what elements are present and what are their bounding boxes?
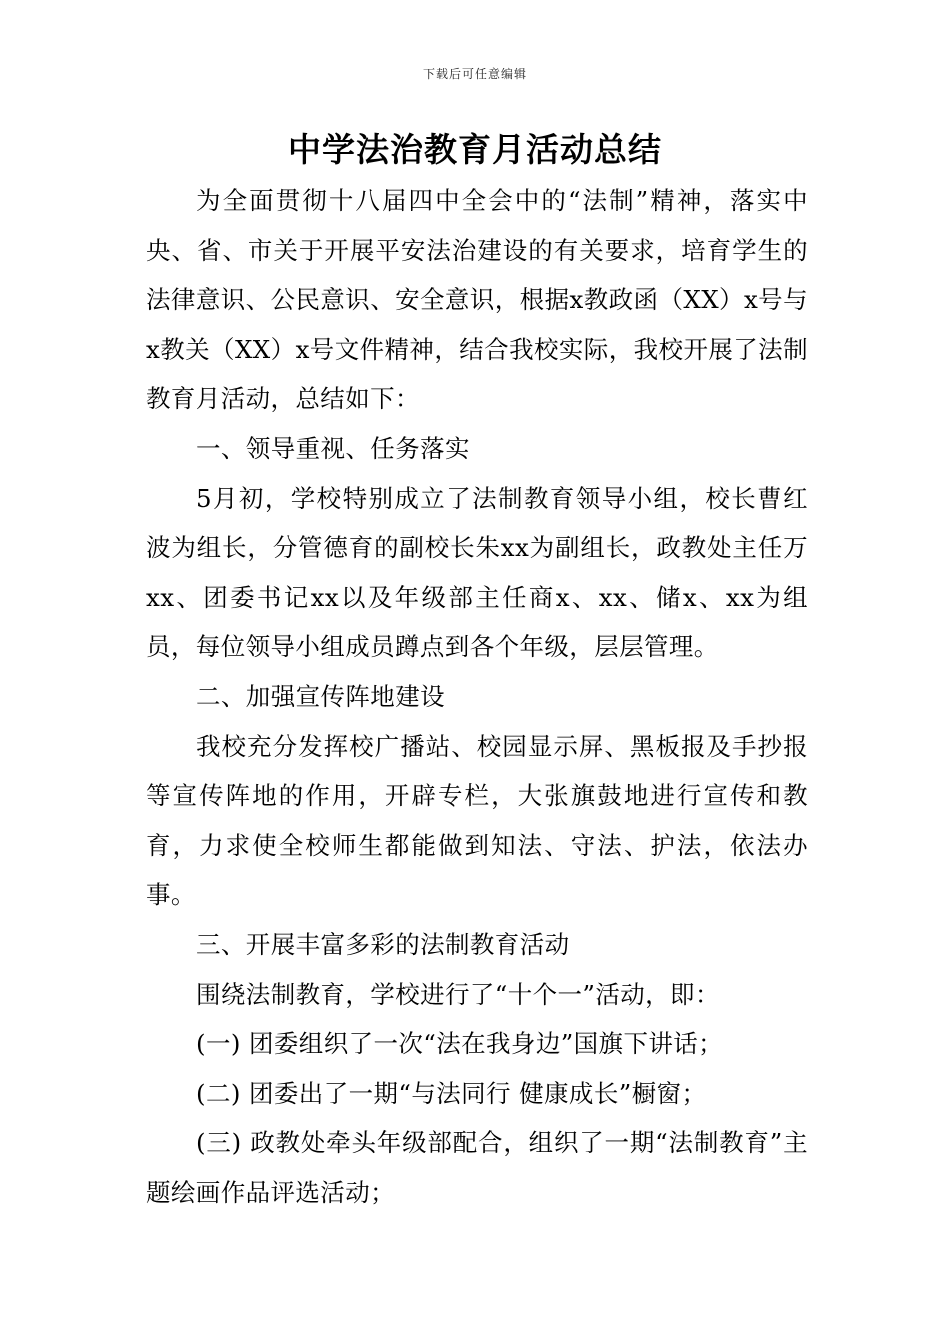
section-heading-1: 一、领导重视、任务落实 bbox=[196, 433, 470, 463]
paragraph-activities-intro: 围绕法制教育，学校进行了“十个一”活动，即： bbox=[196, 979, 720, 1009]
document-body bbox=[146, 176, 808, 1217]
paragraph-intro: 为全面贯彻十八届四中全会中的“法制”精神，落实中央、省、市关于开展平安法治建设的有关要求，培育学生的法律意识、公民意识、安全意识，根据x教政函（XX）x号与x教关（XX）x号文件精神，结合我校实际，我校开展了法制教育月活动，总结如下： bbox=[146, 186, 808, 414]
header-note: 下载后可任意编辑 bbox=[422, 67, 527, 81]
document-title: 中学法治教育月活动总结 bbox=[288, 130, 662, 169]
list-item-3: (三) 政教处牵头年级部配合，组织了一期“法制教育”主题绘画作品评选活动； bbox=[146, 1128, 808, 1207]
list-item-1: (一) 团委组织了一次“法在我身边”国旗下讲话； bbox=[196, 1029, 724, 1059]
list-item-2: (二) 团委出了一期“与法同行 健康成长”橱窗； bbox=[196, 1078, 707, 1108]
paragraph-leadership: 5月初，学校特别成立了法制教育领导小组，校长曹红波为组长，分管德育的副校长朱xx为副组长，政教处主任万xx、团委书记xx以及年级部主任商x、xx、储x、xx为组员，每位领导小组成员蹲点到各个年级，层层管理。 bbox=[146, 483, 808, 662]
paragraph-publicity: 我校充分发挥校广播站、校园显示屏、黑板报及手抄报等宣传阵地的作用，开辟专栏，大张旗鼓地进行宣传和教育，力求使全校师生都能做到知法、守法、护法，依法办事。 bbox=[146, 731, 808, 910]
section-heading-3: 三、开展丰富多彩的法制教育活动 bbox=[196, 929, 570, 959]
section-heading-2: 二、加强宣传阵地建设 bbox=[196, 681, 445, 711]
